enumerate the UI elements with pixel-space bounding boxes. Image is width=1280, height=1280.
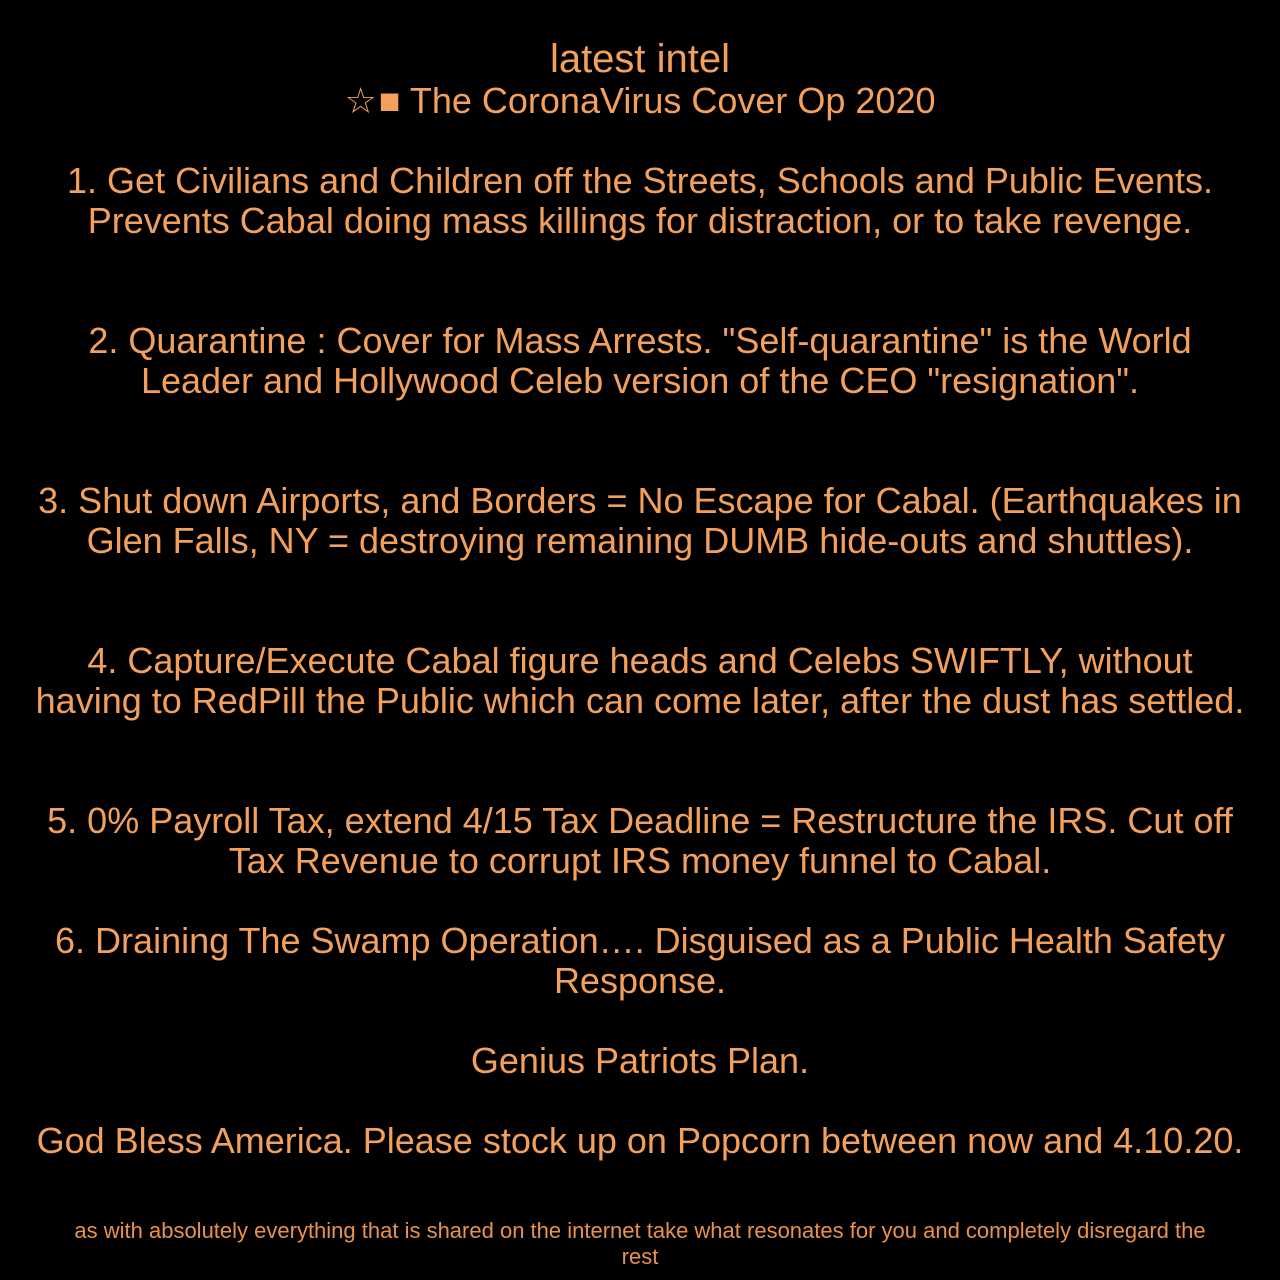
point-5: 5. 0% Payroll Tax, extend 4/15 Tax Deadline = Restructure the IRS. Cut off Tax Revenue to corrupt IRS money funnel to Cabal. xyxy=(47,800,1233,881)
closing-blessing: God Bless America. Please stock up on Popcorn between now and 4.10.20. xyxy=(36,1120,1244,1161)
star-icon: ☆ xyxy=(344,80,377,121)
closing-line: Genius Patriots Plan. xyxy=(470,1040,810,1081)
page-title: latest intel xyxy=(549,37,731,81)
point-4: 4. Capture/Execute Cabal figure heads and Celebs SWIFTLY, without having to RedPill the Public which can come later, after the dust has settled. xyxy=(35,640,1245,721)
point-1: 1. Get Civilians and Children off the Streets, Schools and Public Events. Prevents Cabal doing mass killings for distraction, or to take revenge. xyxy=(67,160,1213,241)
disclaimer-footer: as with absolutely everything that is shared on the internet take what resonates for you and completely disregard the rest xyxy=(74,1218,1206,1269)
point-6: 6. Draining The Swamp Operation…. Disguised as a Public Health Safety Response. xyxy=(55,920,1225,1001)
square-icon: ■ xyxy=(378,80,401,121)
page-subtitle xyxy=(0,80,1280,122)
point-3: 3. Shut down Airports, and Borders = No Escape for Cabal. (Earthquakes in Glen Falls, NY = destroying remaining DUMB hide-outs and shuttles). xyxy=(38,480,1242,561)
point-2: 2. Quarantine : Cover for Mass Arrests. "Self-quarantine" is the World Leader and Hollywood Celeb version of the CEO "resignation". xyxy=(88,320,1192,401)
subtitle-text: The CoronaVirus Cover Op 2020 xyxy=(400,80,936,121)
